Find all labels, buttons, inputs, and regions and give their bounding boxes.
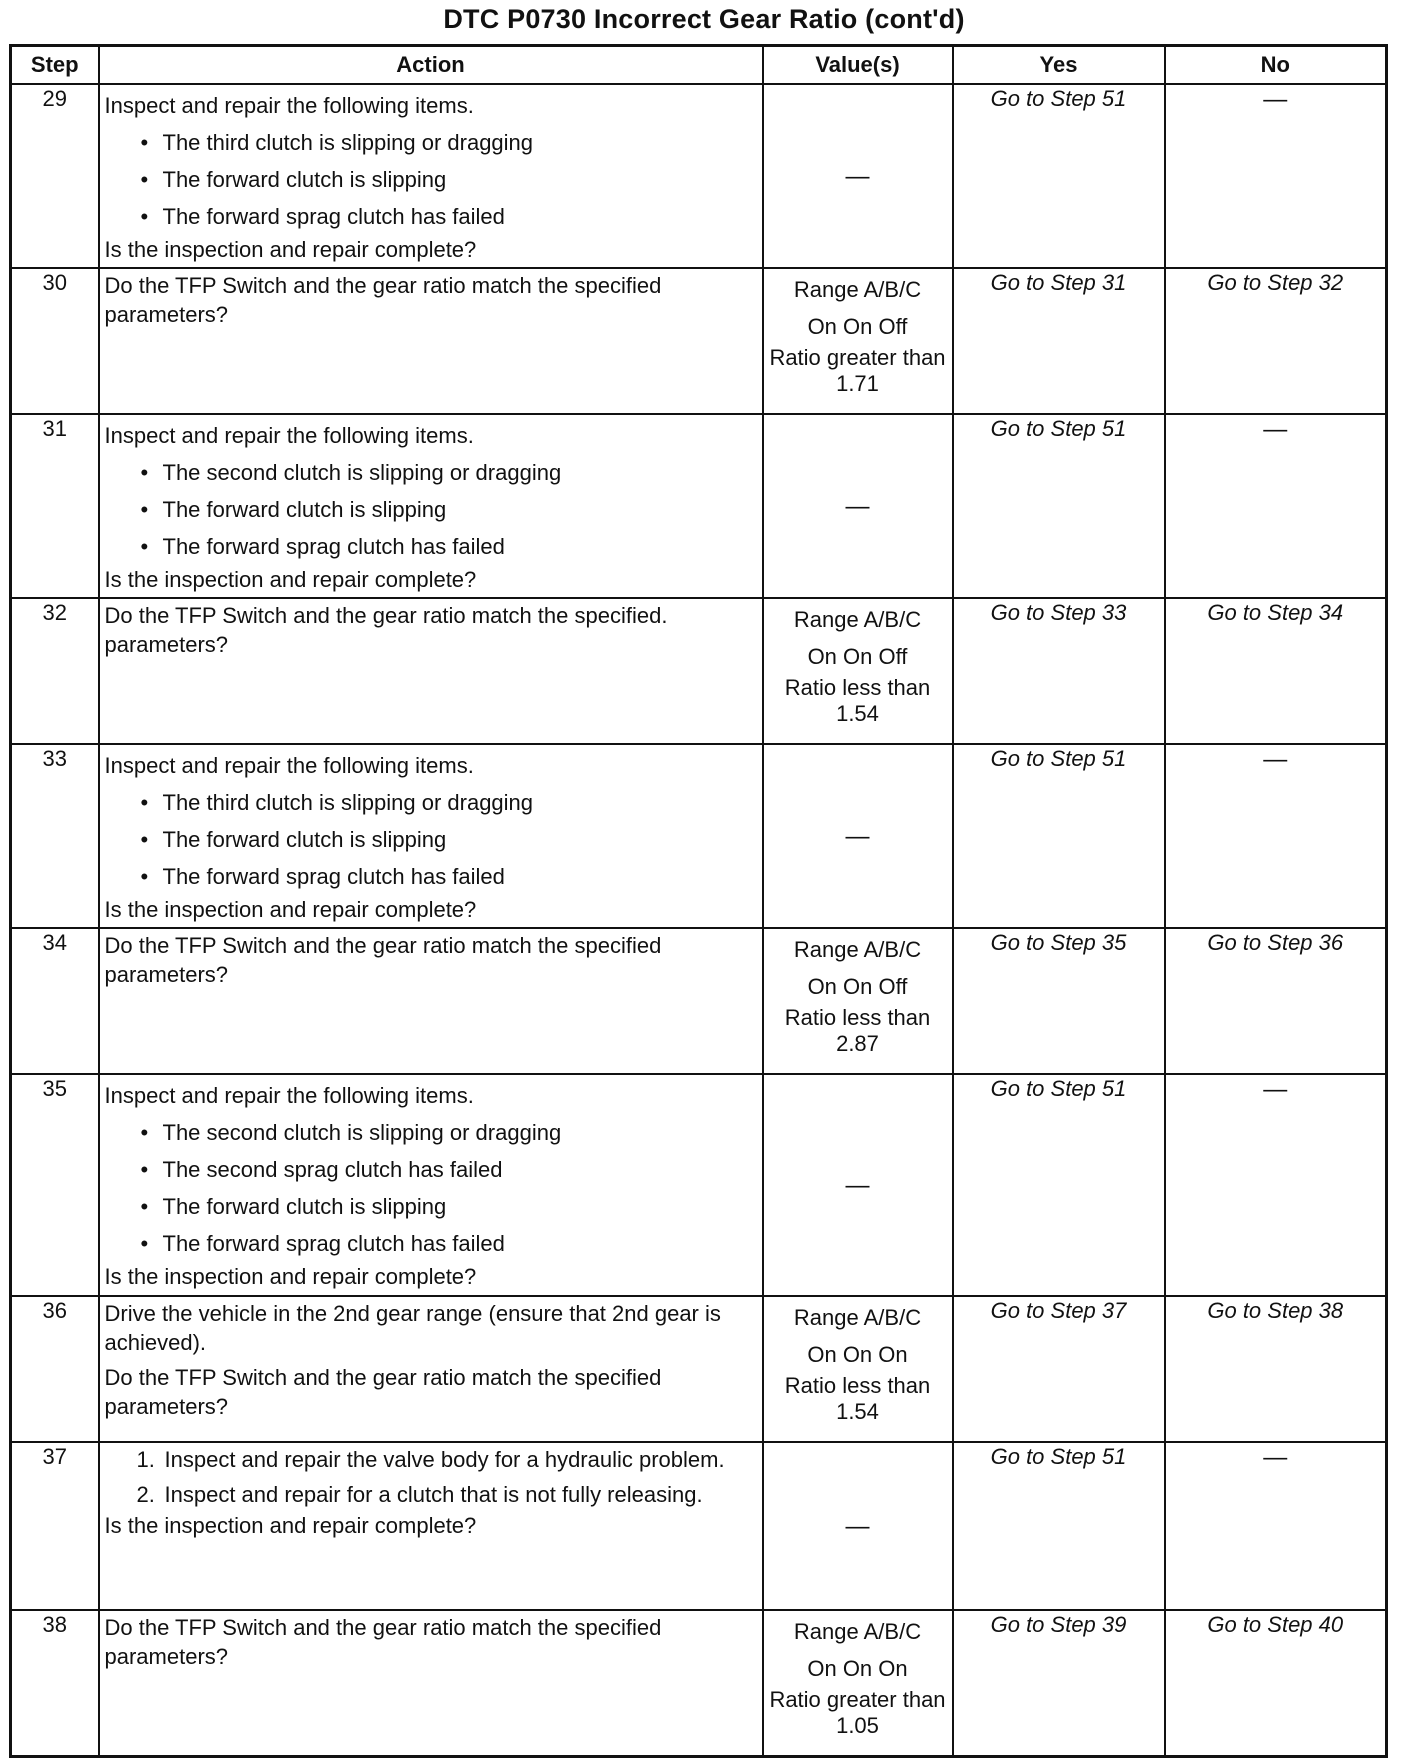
value-cell: — — [763, 1074, 953, 1296]
value-cell: — — [763, 744, 953, 928]
list-item: 2. Inspect and repair for a clutch that is not fully releasing. — [136, 1482, 703, 1507]
yes-cell: Go to Step 51 — [953, 1074, 1165, 1296]
table-row — [11, 928, 1387, 1074]
action-text: Do the TFP Switch and the gear ratio match the specified. parameters? — [104, 603, 668, 657]
action-text: Do the TFP Switch and the gear ratio match the specified parameters? — [104, 933, 662, 987]
table-row — [11, 598, 1387, 744]
list-item: • The second sprag clutch has failed — [140, 1157, 503, 1182]
value-cell: — — [763, 1442, 953, 1610]
page-title: DTC P0730 Incorrect Gear Ratio (cont'd) — [443, 4, 965, 34]
step-number: 34 — [11, 928, 99, 1074]
value-cell: Range A/B/C On On On Ratio greater than 1.05 — [763, 1610, 953, 1756]
no-cell: — — [1165, 1074, 1387, 1296]
list-item: 1. Inspect and repair the valve body for a hydraulic problem. — [136, 1447, 725, 1472]
action-cell — [99, 414, 763, 598]
yes-cell: Go to Step 51 — [953, 84, 1165, 268]
yes-cell: Go to Step 39 — [953, 1610, 1165, 1756]
action-cell — [99, 84, 763, 268]
header-values: Value(s) — [763, 46, 953, 85]
no-cell: — — [1165, 84, 1387, 268]
yes-cell: Go to Step 51 — [953, 1442, 1165, 1610]
no-cell: — — [1165, 414, 1387, 598]
action-intro: Inspect and repair the following items. — [104, 1083, 474, 1108]
action-intro: Inspect and repair the following items. — [104, 93, 474, 118]
table-row — [11, 1074, 1387, 1296]
action-text: Do the TFP Switch and the gear ratio match the specified parameters? — [104, 273, 662, 327]
list-item: • The forward clutch is slipping — [140, 1194, 447, 1219]
step-number: 32 — [11, 598, 99, 744]
action-cell — [99, 1442, 763, 1610]
value-cell: — — [763, 84, 953, 268]
step-number: 37 — [11, 1442, 99, 1610]
action-text-2: Do the TFP Switch and the gear ratio match the specified parameters? — [104, 1365, 662, 1419]
action-intro: Inspect and repair the following items. — [104, 753, 474, 778]
step-number: 31 — [11, 414, 99, 598]
no-cell: Go to Step 34 — [1165, 598, 1387, 744]
step-number: 36 — [11, 1296, 99, 1442]
no-cell: — — [1165, 1442, 1387, 1610]
action-text: Do the TFP Switch and the gear ratio match the specified parameters? — [104, 1615, 662, 1669]
list-item: • The forward sprag clutch has failed — [140, 1231, 505, 1256]
yes-cell: Go to Step 35 — [953, 928, 1165, 1074]
value-cell: Range A/B/C On On Off Ratio less than 1.54 — [763, 598, 953, 744]
yes-cell: Go to Step 37 — [953, 1296, 1165, 1442]
list-item: • The forward clutch is slipping — [140, 167, 447, 192]
value-cell: Range A/B/C On On Off Ratio greater than 1.71 — [763, 268, 953, 414]
header-step: Step — [11, 46, 99, 85]
action-cell — [99, 928, 763, 1074]
list-item: • The forward sprag clutch has failed — [140, 204, 505, 229]
header-action: Action — [99, 46, 763, 85]
value-cell: Range A/B/C On On On Ratio less than 1.54 — [763, 1296, 953, 1442]
header-no: No — [1165, 46, 1387, 85]
action-cell — [99, 744, 763, 928]
step-number: 38 — [11, 1610, 99, 1756]
action-text: Drive the vehicle in the 2nd gear range (ensure that 2nd gear is achieved). — [104, 1301, 721, 1355]
action-cell — [99, 1610, 763, 1756]
list-item: • The second clutch is slipping or dragging — [140, 1120, 562, 1145]
table-row — [11, 744, 1387, 928]
action-cell — [99, 1296, 763, 1442]
action-question: Is the inspection and repair complete? — [104, 1513, 477, 1538]
header-yes: Yes — [953, 46, 1165, 85]
table-row — [11, 268, 1387, 414]
table-row — [11, 1442, 1387, 1610]
action-cell — [99, 1074, 763, 1296]
table-row — [11, 414, 1387, 598]
step-number: 35 — [11, 1074, 99, 1296]
no-cell: Go to Step 32 — [1165, 268, 1387, 414]
list-item: • The forward clutch is slipping — [140, 497, 447, 522]
diagnostic-table — [9, 44, 1388, 1758]
list-item: • The second clutch is slipping or dragging — [140, 460, 562, 485]
no-cell: Go to Step 40 — [1165, 1610, 1387, 1756]
table-row — [11, 84, 1387, 268]
action-cell — [99, 268, 763, 414]
action-question: Is the inspection and repair complete? — [104, 237, 477, 262]
yes-cell: Go to Step 33 — [953, 598, 1165, 744]
header-row — [11, 46, 1387, 85]
no-cell: — — [1165, 744, 1387, 928]
no-cell: Go to Step 38 — [1165, 1296, 1387, 1442]
yes-cell: Go to Step 51 — [953, 744, 1165, 928]
yes-cell: Go to Step 51 — [953, 414, 1165, 598]
yes-cell: Go to Step 31 — [953, 268, 1165, 414]
list-item: • The forward sprag clutch has failed — [140, 864, 505, 889]
action-question: Is the inspection and repair complete? — [104, 897, 477, 922]
action-question: Is the inspection and repair complete? — [104, 567, 477, 592]
action-intro: Inspect and repair the following items. — [104, 423, 474, 448]
value-cell: — — [763, 414, 953, 598]
action-question: Is the inspection and repair complete? — [104, 1264, 477, 1289]
step-number: 30 — [11, 268, 99, 414]
action-cell — [99, 598, 763, 744]
no-cell: Go to Step 36 — [1165, 928, 1387, 1074]
list-item: • The third clutch is slipping or dragging — [140, 130, 534, 155]
step-number: 29 — [11, 84, 99, 268]
value-cell: Range A/B/C On On Off Ratio less than 2.87 — [763, 928, 953, 1074]
list-item: • The forward sprag clutch has failed — [140, 534, 505, 559]
list-item: • The forward clutch is slipping — [140, 827, 447, 852]
table-row — [11, 1610, 1387, 1756]
list-item: • The third clutch is slipping or dragging — [140, 790, 534, 815]
table-row — [11, 1296, 1387, 1442]
step-number: 33 — [11, 744, 99, 928]
